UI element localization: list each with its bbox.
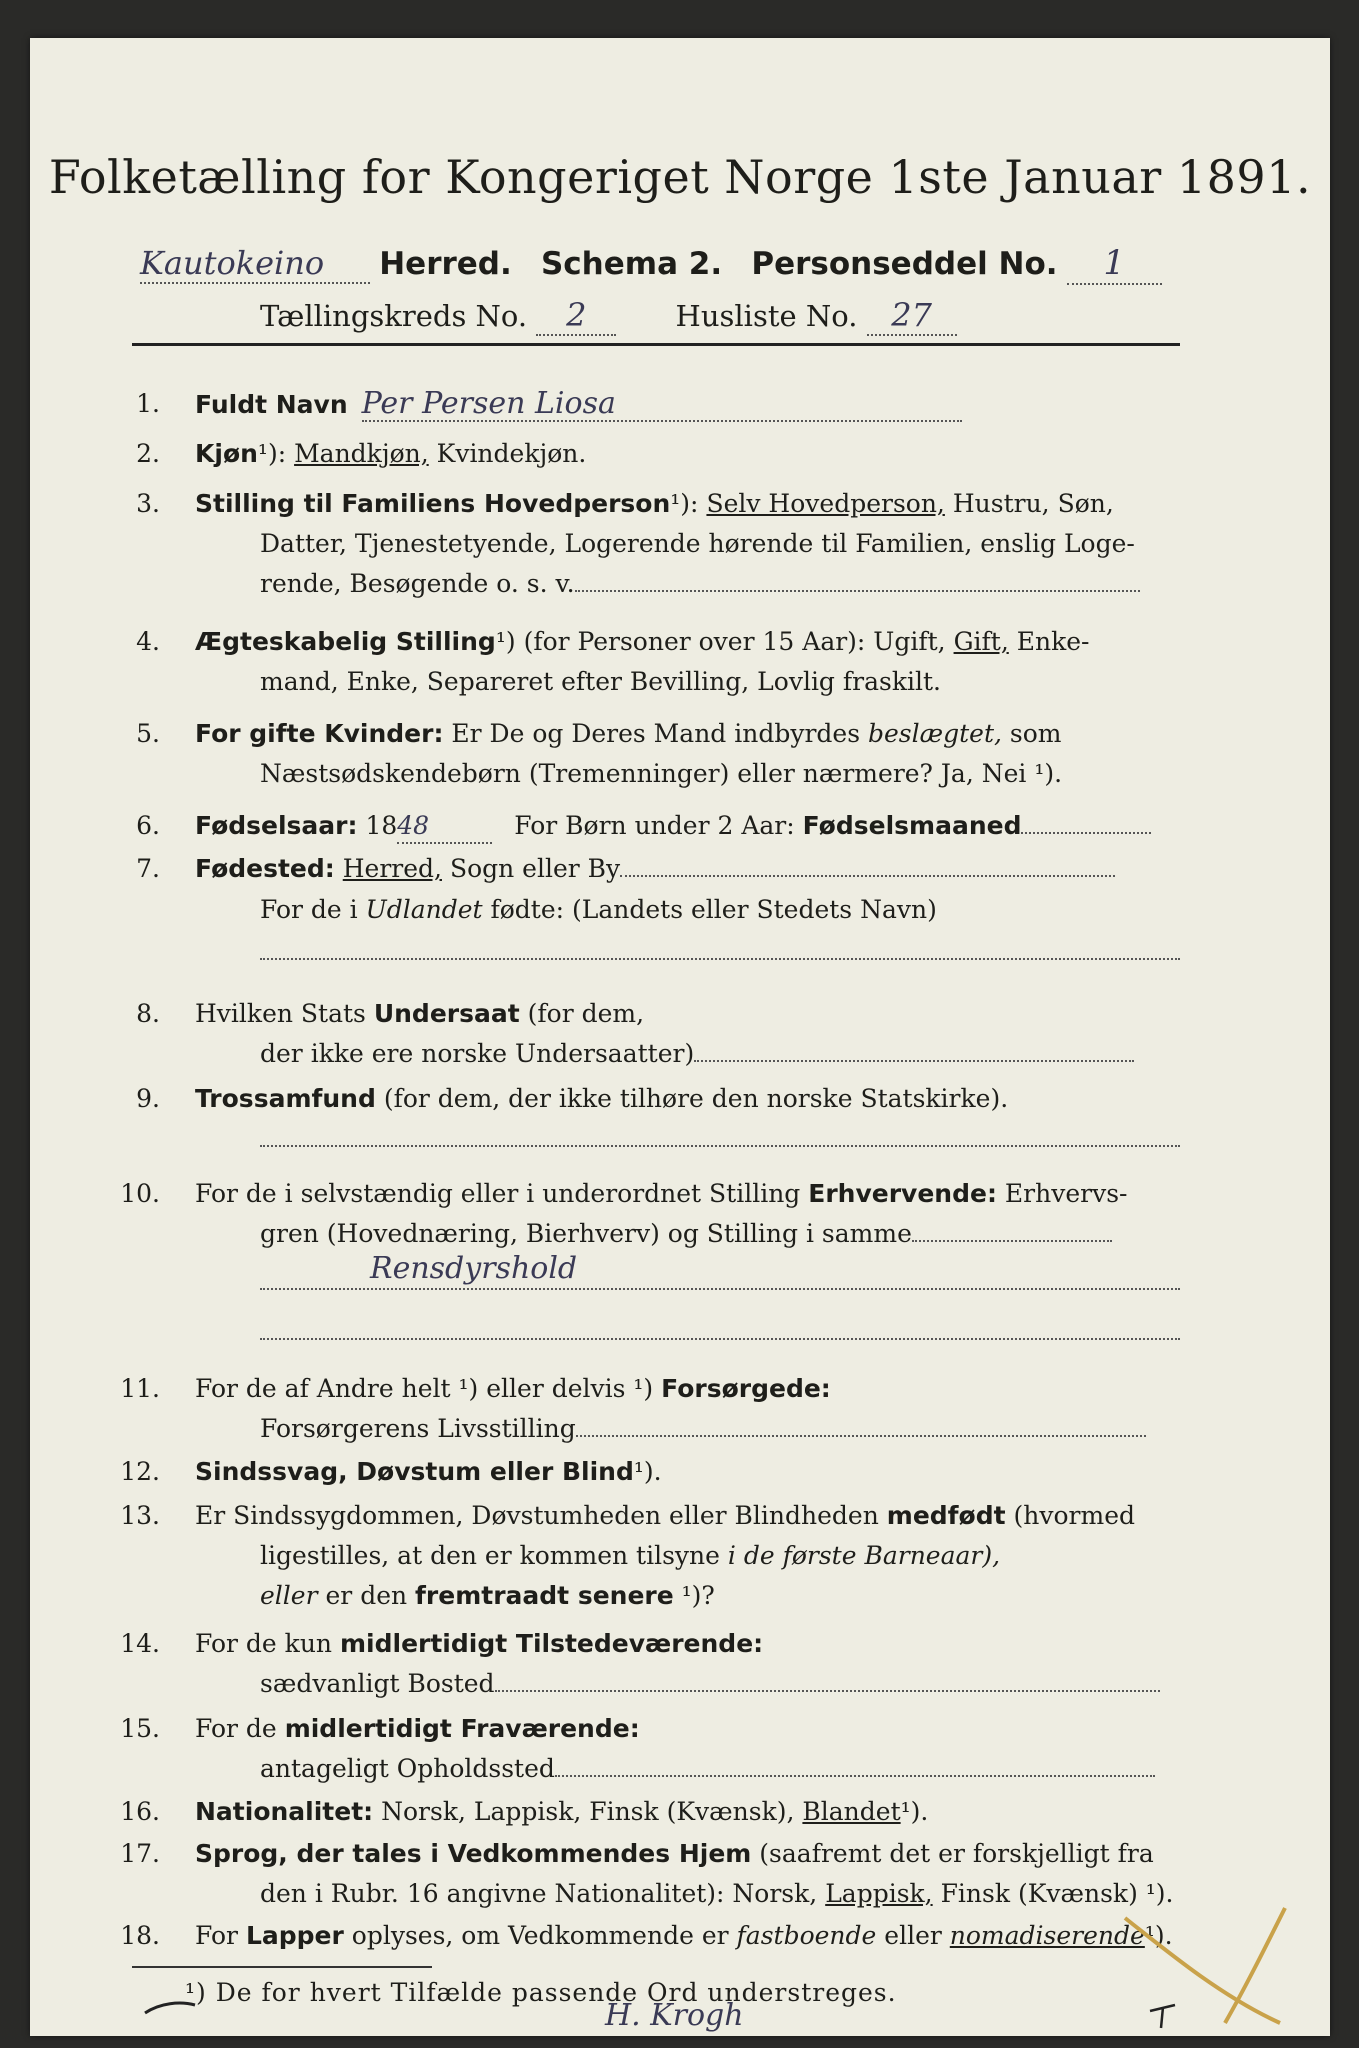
lapper-italic: fastboende	[736, 1921, 877, 1950]
stilling-line2: Datter, Tjenestetyende, Logerende hørende til Familien, enslig Loge-	[260, 529, 1135, 558]
undersaat-label: Undersaat	[373, 999, 520, 1028]
item-number: 7.	[136, 854, 160, 883]
fill-line	[694, 1038, 1134, 1062]
fill-line	[912, 1218, 1112, 1242]
fill-line	[1021, 810, 1151, 834]
item-number: 8.	[136, 999, 160, 1028]
item-fodselsaar	[195, 810, 1151, 844]
forsorgede-line2-text: Forsørgerens Livsstilling	[260, 1414, 576, 1443]
signature: H. Krogh	[605, 1998, 744, 2033]
item-gifte-kvinder	[195, 718, 1062, 750]
forsorgede-label: Forsørgede:	[661, 1374, 831, 1403]
sprog-line2	[260, 1878, 1174, 1910]
trossamfund-text: (for dem, der ikke tilhøre den norske Statskirke).	[383, 1084, 1009, 1113]
kreds-value: 2	[536, 296, 616, 336]
footnote: ¹) De for hvert Tilfælde passende Ord understreges.	[185, 1978, 897, 2007]
medfodt-line2-italic: i de første Barneaar),	[727, 1541, 1001, 1570]
undersaat-text: Hvilken Stats	[195, 999, 366, 1028]
schema-label: Schema 2.	[540, 246, 723, 282]
item-trossamfund	[195, 1083, 1008, 1115]
item-number: 15.	[120, 1714, 160, 1743]
tilstede-label: midlertidigt Tilstedeværende:	[339, 1629, 764, 1658]
item-stilling	[195, 488, 1114, 520]
sprog-line2-text: den i Rubr. 16 angivne Nationalitet): Norsk,	[260, 1879, 818, 1908]
undersaat-line2	[260, 1038, 1134, 1070]
tilstede-line2	[260, 1668, 1160, 1700]
kjon-sup: ¹):	[257, 439, 287, 468]
kreds-label: Tællingskreds No.	[260, 299, 528, 333]
item-medfodt	[195, 1500, 1135, 1532]
sindssvag-label: Sindssvag, Døvstum eller Blind	[195, 1457, 634, 1486]
fravaerende-line2	[260, 1753, 1155, 1785]
fodselsmaaned-label: Fødselsmaaned	[802, 811, 1022, 840]
nationalitet-selected: Blandet	[802, 1797, 901, 1826]
item-sindssvag	[195, 1456, 662, 1488]
nationalitet-label: Nationalitet:	[195, 1797, 374, 1826]
lapper-text: For	[195, 1921, 238, 1950]
personseddel-label: Personseddel No.	[751, 246, 1058, 282]
stilling-label: Stilling til Familiens Hovedperson	[195, 489, 671, 518]
fill-line	[260, 956, 1180, 960]
lapper-text2: oplyses, om Vedkommende er	[351, 1921, 729, 1950]
fodested-line2	[260, 894, 937, 926]
aegteskab-line2: mand, Enke, Separeret efter Bevilling, Lovlig fraskilt.	[260, 667, 941, 696]
fodselsaar-label: Fødselsaar:	[195, 811, 358, 840]
erhverv-text: For de i selvstændig eller i underordnet Stilling	[195, 1179, 801, 1208]
item-number: 10.	[120, 1179, 160, 1208]
fill-line	[620, 853, 1115, 877]
gifte-italic: beslægtet,	[868, 719, 1002, 748]
lapper-label: Lapper	[245, 1921, 344, 1950]
item-number: 3.	[136, 489, 160, 518]
forsorgede-line2	[260, 1413, 1146, 1445]
item-fravaerende	[195, 1713, 640, 1745]
fill-line	[576, 1413, 1146, 1437]
header-divider	[132, 343, 1180, 346]
tilstede-text: For de kun	[195, 1629, 333, 1658]
item-number: 12.	[120, 1457, 160, 1486]
form-title: Folketælling for Kongeriget Norge 1ste Januar 1891.	[48, 150, 1312, 204]
fill-line	[555, 1753, 1155, 1777]
item-number: 2.	[136, 439, 160, 468]
stilling-line3-text: rende, Besøgende o. s. v.	[260, 569, 575, 598]
item-aegteskab	[195, 626, 1089, 658]
gifte-label: For gifte Kvinder:	[195, 719, 444, 748]
fuldt-navn-label: Fuldt Navn	[195, 390, 348, 419]
fill-line	[260, 1336, 1180, 1340]
gifte-text2: som	[1009, 719, 1062, 748]
medfodt-line3	[260, 1580, 715, 1612]
fuldt-navn-value: Per Persen Liosa	[362, 388, 962, 422]
nationalitet-sup: ¹).	[900, 1797, 929, 1826]
kjon-label: Kjøn	[195, 439, 258, 468]
fodselsaar-prefix: 18	[365, 811, 398, 840]
herred-label: Herred.	[379, 246, 512, 282]
census-form-sheet	[30, 38, 1330, 2036]
husliste-value: 27	[867, 296, 957, 336]
item-number: 6.	[136, 811, 160, 840]
personseddel-value: 1	[1067, 243, 1162, 285]
medfodt-line3-end: ¹)?	[681, 1581, 715, 1610]
fravaerende-label: midlertidigt Fraværende:	[284, 1714, 640, 1743]
sprog-selected: Lappisk,	[825, 1879, 933, 1908]
footnote-rule	[132, 1966, 432, 1968]
herred-value: Kautokeino	[140, 244, 370, 284]
sindssvag-sup: ¹).	[633, 1457, 662, 1486]
fremtraadt-label: fremtraadt senere	[415, 1581, 674, 1610]
kreds-row	[260, 296, 957, 336]
item-sprog	[195, 1838, 1154, 1870]
item-number: 18.	[120, 1921, 160, 1950]
fodselsaar-value: 48	[397, 810, 492, 844]
item-lapper	[195, 1920, 1173, 1952]
herred-row	[140, 243, 1162, 285]
item-number: 1.	[136, 389, 160, 418]
ink-mark	[140, 1993, 200, 2023]
fill-line	[495, 1668, 1160, 1692]
medfodt-line3-italic: eller	[260, 1581, 318, 1610]
medfodt-line2	[260, 1540, 1000, 1572]
kjon-option: Kvindekjøn.	[436, 439, 587, 468]
item-number: 14.	[120, 1629, 160, 1658]
item-forsorgede	[195, 1373, 831, 1405]
aegteskab-label: Ægteskabelig Stilling	[195, 627, 496, 656]
item-number: 16.	[120, 1797, 160, 1826]
tilstede-line2-text: sædvanligt Bosted	[260, 1669, 495, 1698]
ink-mark	[1145, 1993, 1185, 2033]
gifte-line2: Næstsødskendebørn (Tremenninger) eller nærmere? Ja, Nei ¹).	[260, 759, 1063, 788]
fodested-line2-italic: Udlandet	[365, 895, 483, 924]
medfodt-text: Er Sindssygdommen, Døvstumheden eller Blindheden	[195, 1501, 879, 1530]
medfodt-label: medfødt	[886, 1501, 1006, 1530]
forsorgede-text: For de af Andre helt ¹) eller delvis ¹)	[195, 1374, 654, 1403]
stilling-selected: Selv Hovedperson,	[706, 489, 945, 518]
lapper-selected: nomadiserende	[949, 1921, 1145, 1950]
medfodt-text2: (hvormed	[1013, 1501, 1136, 1530]
sprog-label: Sprog, der tales i Vedkommendes Hjem	[195, 1839, 752, 1868]
aegteskab-text2: Enke-	[1016, 627, 1090, 656]
item-number: 17.	[120, 1839, 160, 1868]
fodested-label: Fødested:	[195, 854, 335, 883]
fodested-text: Sogn eller By	[449, 854, 621, 883]
sprog-text: (saafremt det er forskjelligt fra	[759, 1839, 1154, 1868]
fill-line	[260, 1286, 1180, 1290]
fill-line	[260, 1143, 1180, 1147]
erhverv-label: Erhvervende:	[808, 1179, 997, 1208]
item-number: 11.	[120, 1374, 160, 1403]
item-tilstede	[195, 1628, 763, 1660]
nationalitet-text: Norsk, Lappisk, Finsk (Kvænsk),	[381, 1797, 795, 1826]
erhverv-text2: Erhvervs-	[1004, 1179, 1128, 1208]
item-fuldt-navn	[195, 388, 962, 422]
aegteskab-sup: ¹)	[495, 627, 516, 656]
item-fodested	[195, 853, 1115, 885]
fravaerende-text: For de	[195, 1714, 277, 1743]
fill-line	[575, 568, 1140, 592]
item-number: 9.	[136, 1084, 160, 1113]
item-erhverv	[195, 1178, 1127, 1210]
pencil-cross-mark	[1115, 1898, 1295, 2028]
sprog-line2-end: Finsk (Kvænsk) ¹).	[940, 1879, 1174, 1908]
fodested-selected: Herred,	[342, 854, 442, 883]
trossamfund-label: Trossamfund	[195, 1084, 376, 1113]
stilling-line3	[260, 568, 1140, 600]
item-undersaat	[195, 998, 644, 1030]
item-number: 5.	[136, 719, 160, 748]
item-nationalitet	[195, 1796, 928, 1828]
aegteskab-text: (for Personer over 15 Aar): Ugift,	[523, 627, 946, 656]
kjon-option-selected: Mandkjøn,	[294, 439, 429, 468]
item-number: 13.	[120, 1501, 160, 1530]
aegteskab-selected: Gift,	[953, 627, 1009, 656]
fravaerende-line2-text: antageligt Opholdssted	[260, 1754, 555, 1783]
fodested-line2-text2: fødte: (Landets eller Stedets Navn)	[490, 895, 937, 924]
husliste-label: Husliste No.	[675, 299, 858, 333]
fodested-line2-text: For de i	[260, 895, 358, 924]
gifte-text: Er De og Deres Mand indbyrdes	[451, 719, 861, 748]
erhverv-line2	[260, 1218, 1112, 1250]
erhverv-line2-text: gren (Hovednæring, Bierhverv) og Stilling i samme	[260, 1219, 912, 1248]
erhverv-value: Rensdyrshold	[370, 1251, 578, 1286]
lapper-text3: eller	[884, 1921, 942, 1950]
medfodt-line3-text: er den	[325, 1581, 408, 1610]
stilling-sup: ¹):	[670, 489, 699, 518]
fodselsaar-text: For Børn under 2 Aar:	[514, 811, 795, 840]
undersaat-line2-text: der ikke ere norske Undersaatter)	[260, 1039, 695, 1068]
stilling-rest: Hustru, Søn,	[952, 489, 1114, 518]
item-kjon	[195, 438, 586, 470]
medfodt-line2-text: ligestilles, at den er kommen tilsyne	[260, 1541, 720, 1570]
undersaat-text2: (for dem,	[527, 999, 645, 1028]
item-number: 4.	[136, 627, 160, 656]
lapper-sup: ¹).	[1144, 1921, 1173, 1950]
